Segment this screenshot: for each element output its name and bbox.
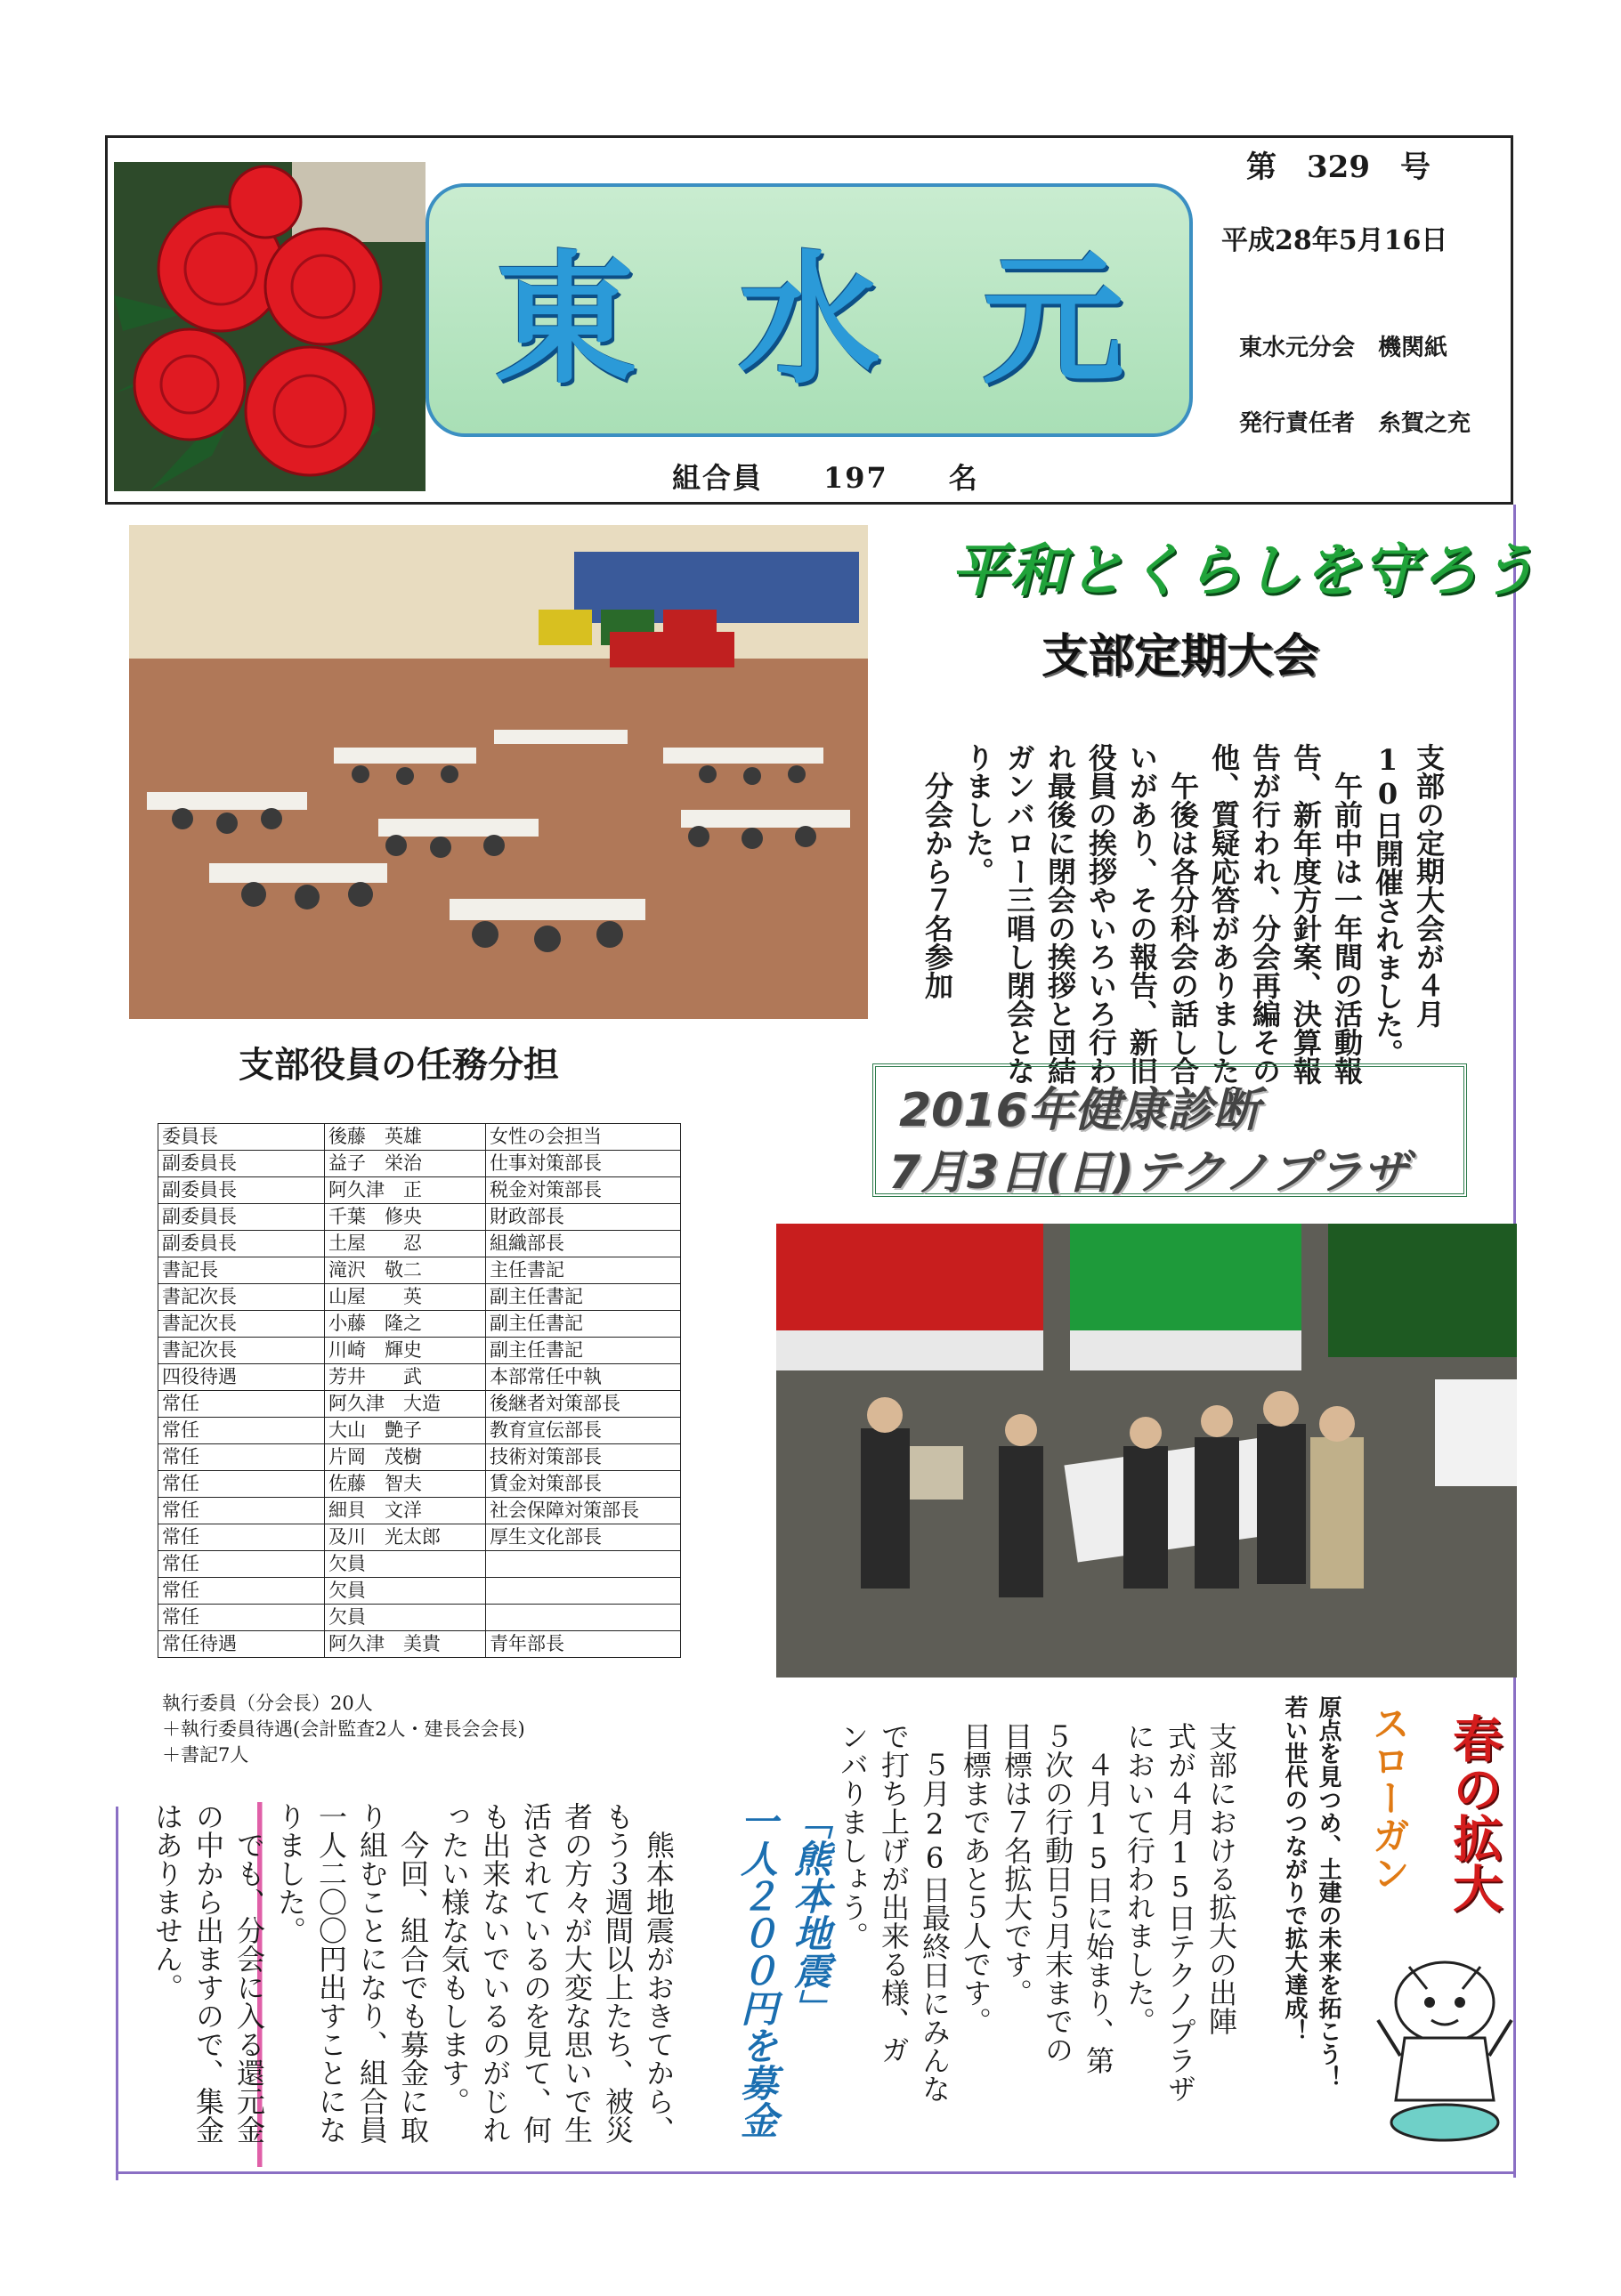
text-column: りました。 bbox=[961, 743, 995, 885]
officer-role: 書記次長 bbox=[158, 1284, 325, 1311]
officer-row bbox=[158, 1498, 681, 1524]
officer-row bbox=[158, 1605, 681, 1631]
officer-name: 欠員 bbox=[325, 1605, 486, 1631]
officer-duty: 青年部長 bbox=[486, 1631, 681, 1658]
text-column: で打ち上げが出来る様、ガ bbox=[877, 1722, 911, 2064]
text-column: はありません。 bbox=[150, 1802, 184, 2001]
newsletter-title bbox=[443, 219, 1175, 403]
text-column: 活されているのを見て、何 bbox=[519, 1802, 553, 2144]
officer-role: 副委員長 bbox=[158, 1204, 325, 1231]
officer-duty: 本部常任中執 bbox=[486, 1364, 681, 1391]
officer-role: 常任 bbox=[158, 1605, 325, 1631]
officer-role: 常任待遇 bbox=[158, 1631, 325, 1658]
officer-role: 常任 bbox=[158, 1418, 325, 1444]
officer-role: 書記長 bbox=[158, 1257, 325, 1284]
officer-duty bbox=[486, 1551, 681, 1578]
officer-role: 副委員長 bbox=[158, 1231, 325, 1257]
officers-note: 執行委員（分会長）20人 bbox=[162, 1693, 373, 1714]
officer-name: 滝沢 敬二 bbox=[325, 1257, 486, 1284]
officer-row bbox=[158, 1284, 681, 1311]
officer-row bbox=[158, 1551, 681, 1578]
frame-line-left bbox=[116, 1807, 118, 2180]
text-column: ガンバロー三唱し閉会とな bbox=[1002, 743, 1036, 1085]
text-column: 一人二〇〇円出すことにな bbox=[314, 1802, 348, 2144]
text-column: において行われました。 bbox=[1123, 1722, 1156, 2035]
officer-row bbox=[158, 1151, 681, 1177]
officer-duty: 社会保障対策部長 bbox=[486, 1498, 681, 1524]
officer-duty: 副主任書記 bbox=[486, 1311, 681, 1338]
officer-row bbox=[158, 1471, 681, 1498]
officer-duty: 女性の会担当 bbox=[486, 1124, 681, 1151]
text-column: 支部の定期大会が４月 bbox=[1412, 743, 1446, 1028]
text-column: 今回、組合でも募金に取 bbox=[396, 1802, 430, 2144]
officer-role: 四役待遇 bbox=[158, 1364, 325, 1391]
slogan-text bbox=[1277, 1695, 1345, 2176]
officer-row bbox=[158, 1391, 681, 1418]
officer-row bbox=[158, 1444, 681, 1471]
officer-role: 常任 bbox=[158, 1524, 325, 1551]
officer-duty: 主任書記 bbox=[486, 1257, 681, 1284]
officer-role: 委員長 bbox=[158, 1124, 325, 1151]
officer-row bbox=[158, 1311, 681, 1338]
text-column: 午前中は一年間の活動報 bbox=[1330, 743, 1364, 1085]
officer-name: 細貝 文洋 bbox=[325, 1498, 486, 1524]
text-column: もう３週間以上たち、被災 bbox=[601, 1802, 635, 2144]
issue-number: 第 329 号 bbox=[1246, 150, 1431, 185]
officer-role: 常任 bbox=[158, 1471, 325, 1498]
officer-duty: 税金対策部長 bbox=[486, 1177, 681, 1204]
editor-in-charge: 発行責任者 糸賀之充 bbox=[1239, 410, 1471, 437]
text-column: ５次の行動日５月末までの bbox=[1041, 1722, 1074, 2064]
officer-duty: 厚生文化部長 bbox=[486, 1524, 681, 1551]
text-column: ンバりましょう。 bbox=[836, 1722, 870, 1950]
issue-date: 平成28年5月16日 bbox=[1221, 225, 1448, 256]
officer-row bbox=[158, 1418, 681, 1444]
officer-row bbox=[158, 1631, 681, 1658]
officer-name: 山屋 英 bbox=[325, 1284, 486, 1311]
officers-note: ＋執行委員待遇(会計監査2人・建長会会長) bbox=[162, 1718, 525, 1740]
text-column: ４月15日に始まり、第 bbox=[1082, 1722, 1115, 2074]
officer-row bbox=[158, 1124, 681, 1151]
text-column: 者の方々が大変な思いで生 bbox=[560, 1802, 594, 2144]
officer-duty: 財政部長 bbox=[486, 1204, 681, 1231]
officer-duty: 副主任書記 bbox=[486, 1284, 681, 1311]
text-column: でも、分会に入る還元金 bbox=[229, 1802, 270, 2167]
officer-duty: 組織部長 bbox=[486, 1231, 681, 1257]
text-column: り組むことになり、組合員 bbox=[355, 1802, 389, 2144]
text-column: 役員の挨拶やいろいろ行わ bbox=[1084, 743, 1118, 1085]
publisher: 東水元分会 機関紙 bbox=[1239, 335, 1448, 361]
officer-duty bbox=[486, 1578, 681, 1605]
text-column: も出来ないでいるのがじれ bbox=[478, 1802, 512, 2144]
text-column: 支部における拡大の出陣 bbox=[1204, 1722, 1238, 2035]
officer-row bbox=[158, 1204, 681, 1231]
kumamoto-heading-line: 一人２００円を募金 bbox=[735, 1802, 779, 2138]
title-char: 東 bbox=[493, 237, 636, 403]
officers-notes bbox=[162, 1691, 525, 1768]
text-column: いがあり、その報告、新旧 bbox=[1125, 743, 1159, 1085]
officer-name: 小藤 隆之 bbox=[325, 1311, 486, 1338]
officer-name: 川崎 輝史 bbox=[325, 1338, 486, 1364]
officer-duty: 技術対策部長 bbox=[486, 1444, 681, 1471]
officer-duty: 賃金対策部長 bbox=[486, 1471, 681, 1498]
officer-role: 副委員長 bbox=[158, 1177, 325, 1204]
text-column: 告、新年度方針案、決算報 bbox=[1289, 743, 1323, 1085]
officer-row bbox=[158, 1338, 681, 1364]
officer-row bbox=[158, 1231, 681, 1257]
member-count: 組合員 197 名 bbox=[672, 461, 979, 495]
officer-name: 芳井 武 bbox=[325, 1364, 486, 1391]
text-column: 式が４月15日テクノプラザ bbox=[1163, 1722, 1197, 2103]
officer-duty: 仕事対策部長 bbox=[486, 1151, 681, 1177]
officer-duty: 副主任書記 bbox=[486, 1338, 681, 1364]
meeting-hall-photo bbox=[129, 525, 868, 1019]
text-column: ５月26日最終日にみんな bbox=[918, 1722, 952, 2103]
officer-duty: 教育宣伝部長 bbox=[486, 1418, 681, 1444]
slogan-label: スローガン bbox=[1367, 1704, 1411, 1891]
meeting-headline: 平和とくらしを守ろう bbox=[951, 538, 1538, 604]
officer-role: 副委員長 bbox=[158, 1151, 325, 1177]
text-column: 他、質疑応答がありました。 bbox=[1207, 743, 1241, 1113]
officers-table bbox=[158, 1123, 681, 1658]
text-column: 10日開催されました。 bbox=[1371, 743, 1405, 1067]
mascot-illustration bbox=[1360, 1949, 1529, 2145]
officer-duty bbox=[486, 1605, 681, 1631]
officer-role: 常任 bbox=[158, 1551, 325, 1578]
officer-name: 欠員 bbox=[325, 1551, 486, 1578]
title-char: 元 bbox=[981, 237, 1124, 403]
officer-row bbox=[158, 1578, 681, 1605]
text-column: 午後は各分科会の話し合 bbox=[1166, 743, 1200, 1085]
text-column: りました。 bbox=[273, 1802, 307, 1944]
officer-role: 書記次長 bbox=[158, 1311, 325, 1338]
officer-name: 欠員 bbox=[325, 1578, 486, 1605]
officer-name: 後藤 英雄 bbox=[325, 1124, 486, 1151]
officer-name: 及川 光太郎 bbox=[325, 1524, 486, 1551]
officer-role: 常任 bbox=[158, 1391, 325, 1418]
kumamoto-article-body bbox=[147, 1802, 679, 2167]
officer-row bbox=[158, 1364, 681, 1391]
health-check-date-venue: 7月3日(日)テクノプラザ bbox=[888, 1146, 1409, 1200]
text-column: 目標まであと５人です。 bbox=[959, 1722, 993, 2035]
kumamoto-heading-line: 「熊本地震」 bbox=[789, 1802, 832, 2026]
officer-name: 土屋 忍 bbox=[325, 1231, 486, 1257]
officer-name: 千葉 修央 bbox=[325, 1204, 486, 1231]
officer-role: 常任 bbox=[158, 1444, 325, 1471]
officer-name: 片岡 茂樹 bbox=[325, 1444, 486, 1471]
text-column: の中から出ますので、集金 bbox=[191, 1802, 225, 2144]
rally-photo bbox=[776, 1224, 1517, 1678]
carnation-photo bbox=[114, 162, 426, 491]
officer-name: 大山 艶子 bbox=[325, 1418, 486, 1444]
officer-name: 阿久津 大造 bbox=[325, 1391, 486, 1418]
text-column: 目標は７名拡大です。 bbox=[1000, 1722, 1033, 2007]
slogan-line: 原点を見つめ、土建の未来を拓こう！ bbox=[1315, 1695, 1341, 2089]
text-column: ったい様な気もします。 bbox=[437, 1802, 471, 2115]
officer-row bbox=[158, 1524, 681, 1551]
officer-name: 益子 栄治 bbox=[325, 1151, 486, 1177]
expansion-heading: 春の拡大 bbox=[1445, 1713, 1503, 1912]
slogan-line: 若い世代のつながりで拡大達成！ bbox=[1281, 1695, 1308, 2042]
officers-note: ＋書記7人 bbox=[162, 1744, 249, 1766]
officer-role: 書記次長 bbox=[158, 1338, 325, 1364]
officer-name: 阿久津 美貴 bbox=[325, 1631, 486, 1658]
meeting-subheadline: 支部定期大会 bbox=[1041, 630, 1320, 683]
text-column: 熊本地震がおきてから、 bbox=[642, 1802, 676, 2144]
officers-title: 支部役員の任務分担 bbox=[239, 1045, 559, 1086]
expansion-article-body bbox=[832, 1722, 1242, 2103]
text-column: 告が行われ、分会再編その bbox=[1248, 743, 1282, 1085]
officer-row bbox=[158, 1177, 681, 1204]
officer-row bbox=[158, 1257, 681, 1284]
text-column: 分会から７名参加 bbox=[920, 743, 954, 999]
officer-role: 常任 bbox=[158, 1498, 325, 1524]
health-check-title: 2016年健康診断 bbox=[899, 1084, 1260, 1137]
officer-name: 阿久津 正 bbox=[325, 1177, 486, 1204]
officer-role: 常任 bbox=[158, 1578, 325, 1605]
kumamoto-heading bbox=[730, 1802, 837, 2158]
title-char: 水 bbox=[737, 237, 880, 403]
officer-name: 佐藤 智夫 bbox=[325, 1471, 486, 1498]
text-column: れ最後に閉会の挨拶と団結 bbox=[1043, 743, 1077, 1085]
officer-duty: 後継者対策部長 bbox=[486, 1391, 681, 1418]
